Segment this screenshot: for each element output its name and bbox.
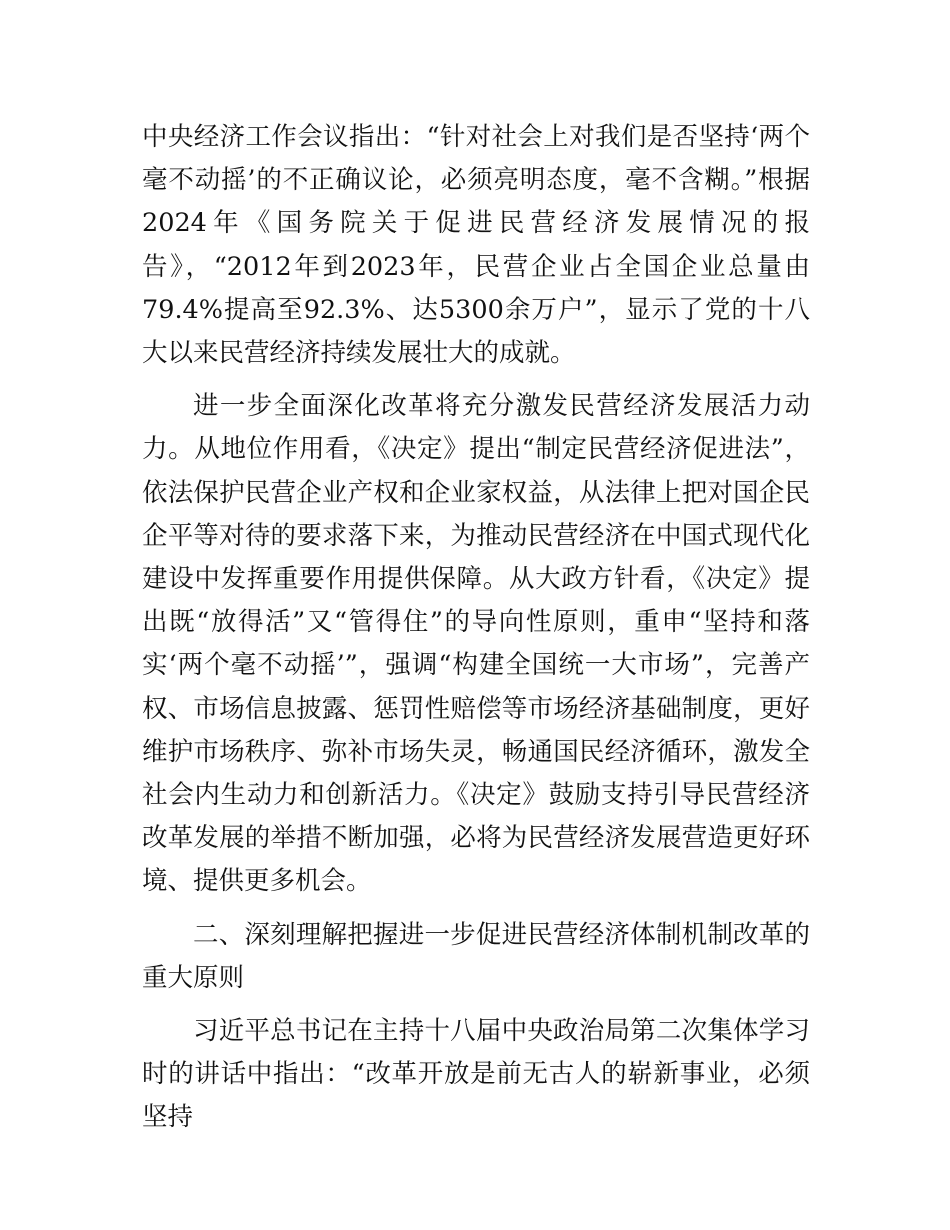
section-heading-major-principles: 二、深刻理解把握进一步促进民营经济体制机制改革的重大原则 bbox=[142, 919, 810, 993]
document-body bbox=[142, 116, 810, 1140]
paragraph-reform-vitality: 进一步全面深化改革将充分激发民营经济发展活力动力。从地位作用看，《决定》提出“制定民营经济促进法”，依法保护民营企业产权和企业家权益，从法律上把对国企民企平等对待的要求落下来，为推动民营经济在中国式现代化建设中发挥重要作用提供保障。从大政方针看，《决定》提出既“放得活”又“管得住”的导向性原则，重申“坚持和落实‘两个毫不动摇’”，强调“构建全国统一大市场”，完善产权、市场信息披露、惩罚性赔偿等市场经济基础制度，更好维护市场秩序、弥补市场失灵，畅通国民经济循环，激发全社会内生动力和创新活力。《决定》鼓励支持引导民营经济改革发展的举措不断加强，必将为民营经济发展营造更好环境、提供更多机会。 bbox=[142, 391, 810, 897]
paragraph-economic-work-conference: 中央经济工作会议指出：“针对社会上对我们是否坚持‘两个毫不动摇’的不正确议论，必须亮明态度，毫不含糊。”根据2024年《国务院关于促进民营经济发展情况的报告》，“2012年到2023年，民营企业占全国企业总量由79.4%提高至92.3%、达5300余万户”，显示了党的十八大以来民营经济持续发展壮大的成就。 bbox=[142, 122, 810, 369]
paragraph-xi-speech: 习近平总书记在主持十八届中央政治局第二次集体学习时的讲话中指出：“改革开放是前无古人的崭新事业，必须坚持 bbox=[142, 1016, 810, 1133]
